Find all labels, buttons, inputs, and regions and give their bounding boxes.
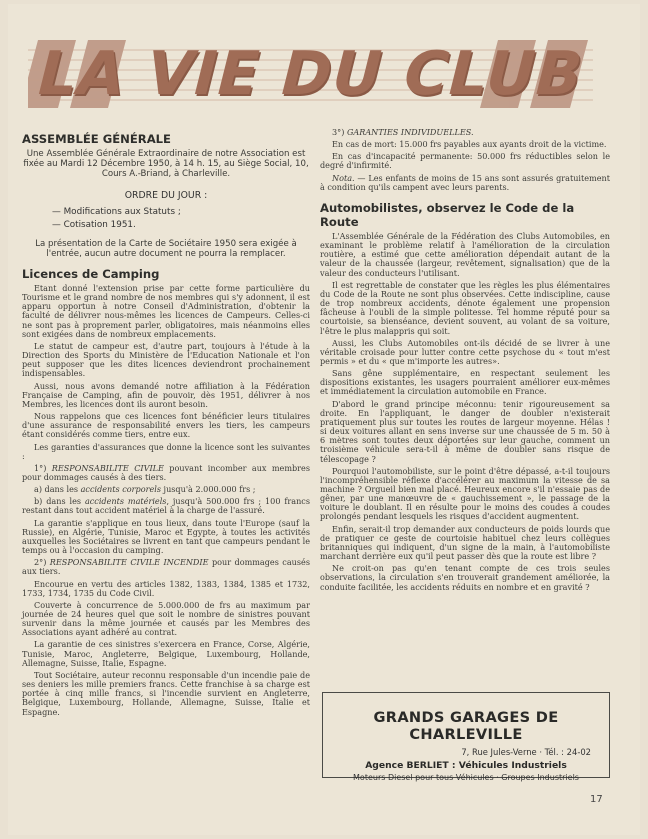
rc-intro: 1°) RESPONSABILITE CIVILE pouvant incomber aux membres pour dommages causés à des tiers.: [22, 462, 310, 482]
ad-title: GRANDS GARAGES DE CHARLEVILLE: [373, 709, 559, 743]
ad-address: 7, Rue Jules-Verne · Tél. : 24-02: [461, 747, 591, 757]
paragraph: L'Assemblée Générale de la Fédération des Clubs Automobiles, en examinant le problème relatif à l'amélioration de la circulation routière, a estimé que cette amélioration dépendait autant de la valeur de la chaussée (largeur, revêtement, signalisation) que de la valeur des conducteurs l'utilisant.: [320, 230, 610, 278]
rc-a: a) dans les accidents corporels jusqu'à 2.000.000 frs ;: [34, 484, 256, 495]
paragraph: Encourue en vertu des articles 1382, 1383, 1384, 1385 et 1732, 1733, 1734, 1735 du Code Civil.: [22, 578, 310, 598]
paragraph: Il est regrettable de constater que les règles les plus élémentaires du Code de la Route ne sont plus observées. Cette indiscipline, cause de trop nombreux accidents, dénote également une propension fâcheuse à l'oubli de la simple politesse. Tel homme réputé pour sa courtoisie, sa bienséance, devient souvent, au volant de sa voiture, l'être le plus malappris qui soit.: [320, 279, 610, 336]
automobilistes-title: Automobilistes, observez le Code de la Route: [320, 200, 575, 229]
paragraph: D'abord le grand principe méconnu: tenir rigoureusement sa droite. En l'appliquant, le danger de doubler n'existerait pratiquement plus sur toutes les routes de largeur moyenne. Hélas ! si deux voitures allant en sens inverse sur une chaussée de 5 m. 50 à 6 mètres sont toutes deux déportées sur leur gauche, comment un troisième véhicule sera-t-il à même de doubler sans risque de télescopage ?: [320, 398, 610, 464]
paragraph: Aussi, les Clubs Automobiles ont-ils décidé de se livrer à une véritable croisade pour lutter contre cette psychose du « tout m'est permis » et du « que m'importe les autres».: [320, 337, 610, 366]
ad-agency: Agence BERLIET : Véhicules Industriels: [365, 760, 567, 771]
paragraph: Le statut de campeur est, d'autre part, toujours à l'étude à la Direction des Sports du Ministère de l'Education Nationale et l'on peut supposer que les dites licences deviendront prochainement indispensables.: [22, 340, 310, 379]
nota: Nota. — Les enfants de moins de 15 ans sont assurés gratuitement à condition qu'ils campent avec leurs parents.: [320, 172, 610, 192]
inc-intro: 2°) RESPONSABILITE CIVILE INCENDIE pour dommages causés aux tiers.: [22, 557, 310, 577]
paragraph: Couverte à concurrence de 5.000.000 de frs au maximum par journée de 24 heures quel que soit le nombre de sinistres pouvant survenir dans la même journée et causés par les Membres des Associations ayant adhéré au contrat.: [22, 599, 310, 638]
rc-b: b) dans les accidents matériels, jusqu'à 500.000 frs ; 100 francs restant dans tout accident matériel à la charge de l'assuré.: [22, 496, 310, 516]
assemblee-note: La présentation de la Carte de Sociétaire 1950 sera exigée à l'entrée, aucun autre document ne pourra la remplacer.: [35, 238, 297, 259]
paragraph: En cas de mort: 15.000 frs payables aux ayants droit de la victime.: [332, 139, 607, 150]
camping-title: Licences de Camping: [22, 267, 160, 282]
ordre-item: — Cotisation 1951.: [52, 219, 136, 230]
paragraph: Enfin, serait-il trop demander aux conducteurs de poids lourds que de pratiquer ce geste de courtoisie habituel chez leurs collègues britanniques qui indiquent, d'un signe de la main, à l'automobiliste marchant derrière eux qu'il peut passer dès que la route est libre ?: [320, 523, 610, 562]
ordre-item: — Modifications aux Statuts ;: [52, 206, 181, 217]
paragraph: Etant donné l'extension prise par cette forme particulière du Tourisme et le grand nombre de nos membres qui s'y adonnent, il est apparu opportun à notre Conseil d'Administration, d'obtenir la faculté de délivrer nous-mêmes les licences de Campeurs. Celles-ci ne sont pas à proprement parler, obligatoires, mais néanmoins elles sont exigées dans de nombreux emplacements.: [22, 283, 310, 339]
banner: [28, 30, 593, 118]
ad-subtitle: Moteurs Diesel pour tous Véhicules · Groupes Industriels: [353, 773, 579, 782]
paragraph: La garantie de ces sinistres s'exercera en France, Corse, Algérie, Tunisie, Maroc, Angleterre, Belgique, Luxembourg, Hollande, Allemagne, Suisse, Italie, Espagne.: [22, 639, 310, 668]
paragraph: La garantie s'applique en tous lieux, dans toute l'Europe (sauf la Russie), en Algérie, Tunisie, Maroc et Egypte, à toutes les activités auxquelles les Sociétaires se livrent en tant que campeurs pendant le temps ou à l'occasion du camping.: [22, 517, 310, 556]
assemblee-intro: Une Assemblée Générale Extraordinaire de notre Association est fixée au Mardi 12 Décembre 1950, à 14 h. 15, au Siège Social, 10, Cours A.-Briand, à Charleville.: [23, 149, 309, 180]
paragraph: Ne croit-on pas qu'en tenant compte de ces trois seules observations, la circulation s'en trouverait grandement améliorée, la conduite facilitée, les accidents réduits en nombre et en gravité ?: [320, 563, 610, 592]
paragraph: Les garanties d'assurances que donne la licence sont les suivantes :: [22, 441, 310, 461]
paragraph: Nous rappelons que ces licences font bénéficier leurs titulaires d'une assurance de responsabilité envers les tiers, les campeurs étant considérés comme tiers, entre eux.: [22, 411, 310, 440]
gi-intro: 3°) GARANTIES INDIVIDUELLES.: [332, 127, 474, 137]
page-number: 17: [590, 794, 603, 805]
left-column: [22, 132, 310, 720]
paragraph: Sans gêne supplémentaire, en respectant seulement les dispositions existantes, les usagers pourraient améliorer eux-mêmes et immédiatement la circulation automobile en France.: [320, 368, 610, 397]
paragraph: Tout Sociétaire, auteur reconnu responsable d'un incendie paie de ses deniers les mille premiers francs. Cette franchise à sa charge est portée à cinq mille francs, si l'incendie survient en Angleterre, Belgique, Luxembourg, Hollande, Allemagne, Suisse, Italie et Espagne.: [22, 669, 310, 717]
paragraph: Aussi, nous avons demandé notre affiliation à la Fédération Française de Camping, afin de pouvoir, dès 1951, délivrer à nos Membres, les licences dont ils auront besoin.: [22, 380, 310, 409]
garage-advertisement: [322, 692, 610, 782]
assemblee-title: ASSEMBLÉE GÉNÉRALE: [22, 132, 171, 146]
right-column: [320, 128, 610, 595]
paragraph: Pourquoi l'automobiliste, sur le point d'être dépassé, a-t-il toujours l'incompréhensible réflexe d'accélérer au maximum la vitesse de sa machine ? Orgueil bien mal placé. Heureux encore s'il n'essaie pas de gêner, par une manœuvre de « gauchissement », le passage de la voiture le doublant. Il en résulte pour le moins des coudes à coudes prolongés pendant lesquels les risques d'accident augmentent.: [320, 465, 610, 522]
ordre-du-jour-title: ORDRE DU JOUR :: [124, 189, 208, 201]
banner-title: LA VIE DU CLUB: [29, 39, 592, 109]
paragraph: En cas d'incapacité permanente: 50.000 frs réductibles selon le degré d'infirmité.: [320, 151, 610, 171]
